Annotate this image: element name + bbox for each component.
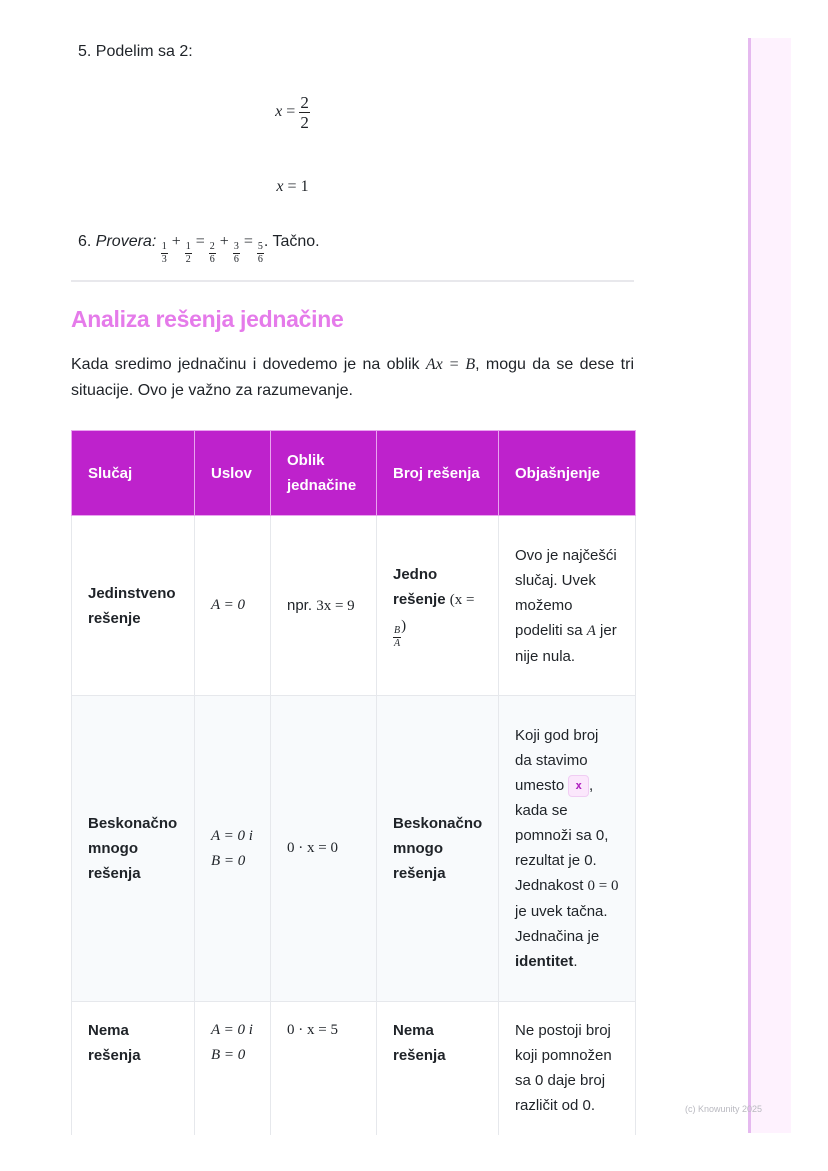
cell-condition: A = 0 i B = 0 — [195, 696, 271, 1002]
table-row — [72, 696, 636, 1002]
equation-x-equals-2-over-2: x = $\frac{2}{2}$ — [275, 93, 309, 132]
watermark: (c) Knowunity 2025 — [685, 1104, 763, 1114]
fraction: $\frac{2}{2}$ — [300, 93, 309, 132]
cell-condition: A = 0 i B = 0 — [195, 1002, 271, 1135]
table-header-row — [72, 431, 636, 516]
cell-explanation: Ovo je najčešći slučaj. Uvek možemo podeliti sa A jer nije nula. — [499, 516, 636, 696]
header-solution-count: Broj rešenja — [377, 431, 499, 516]
cell-explanation: Koji god broj da stavimo umesto x , kada se pomnoži sa 0, rezultat je 0. Jednakost 0 = 0 je uvek tačna. Jednačina je identitet. — [499, 696, 636, 1002]
section-intro-paragraph: Kada sredimo jednačinu i dovedemo je na oblik Ax = B, mogu da se dese tri situacije. Ovo je važno za razumevanje. — [71, 356, 634, 399]
header-form: Oblik jednačine — [271, 431, 377, 516]
equation-x-equals-1: x = 1 — [276, 178, 309, 195]
cell-solution-count: Beskonačno mnogo rešenja — [377, 696, 499, 1002]
table-row — [72, 1002, 636, 1135]
section-divider — [71, 280, 634, 282]
cell-case: Jedinstveno rešenje — [72, 516, 195, 696]
cell-condition: A = 0 — [195, 516, 271, 696]
cell-solution-count: Nema rešenja — [377, 1002, 499, 1135]
section-heading: Analiza rešenja jednačine — [71, 306, 344, 332]
cell-explanation: Ne postoji broj koji pomnožen sa 0 daje broj različit od 0. — [499, 1002, 636, 1135]
cell-form: npr. 3x = 9 — [271, 516, 377, 696]
inline-code-x: x — [568, 775, 589, 797]
cell-case: Beskonačno mnogo rešenja — [72, 696, 195, 1002]
header-condition: Uslov — [195, 431, 271, 516]
solution-cases-table — [71, 430, 636, 1135]
side-panel-border — [748, 38, 751, 1133]
header-case: Slučaj — [72, 431, 195, 516]
cell-form: 0 · x = 5 — [271, 1002, 377, 1135]
side-panel — [748, 38, 791, 1133]
step-5-label: 5. Podelim sa 2: — [78, 43, 193, 60]
cell-case: Nema rešenja — [72, 1002, 195, 1135]
header-explanation: Objašnjenje — [499, 431, 636, 516]
cell-solution-count: Jedno rešenje (x = $\frac{B}{A}$ ) — [377, 516, 499, 696]
step-6-check: 6. Provera: $\frac{1}{3}$ + $\frac{1}{2}$ = $\frac{2}{6}$ + $\frac{3}{6}$ = $\frac{5}{6}$ . Tačno. — [78, 233, 320, 265]
cell-form: 0 · x = 0 — [271, 696, 377, 1002]
table-row — [72, 516, 636, 696]
